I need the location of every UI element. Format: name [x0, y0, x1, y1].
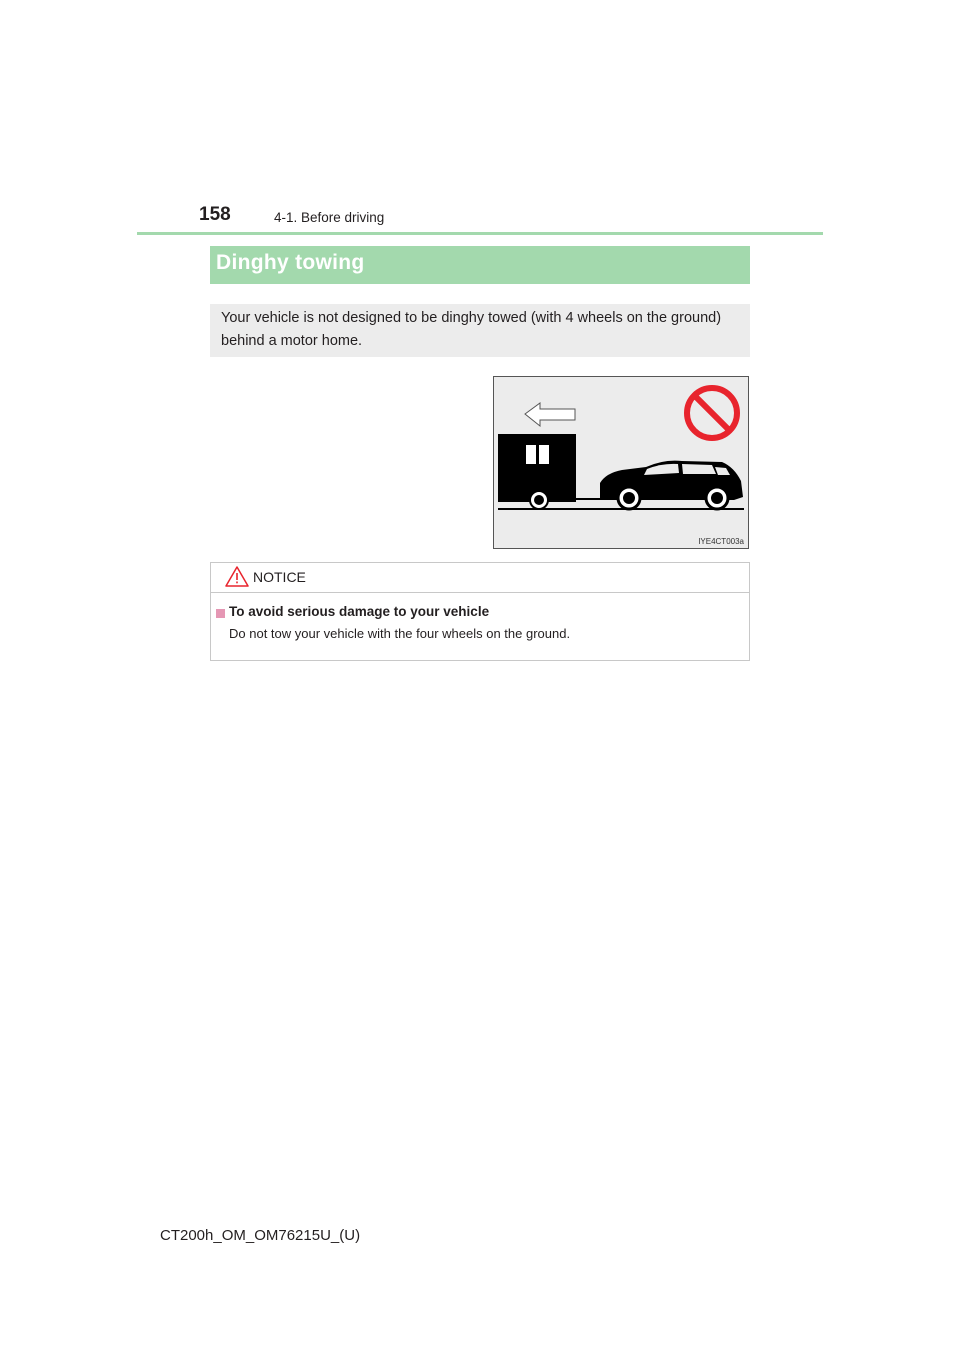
dinghy-towing-illustration — [493, 376, 749, 549]
bullet-square-icon — [216, 609, 225, 618]
notice-box — [210, 562, 750, 661]
notice-label: NOTICE — [253, 569, 306, 585]
header-rule — [137, 232, 823, 235]
page-title: Dinghy towing — [216, 251, 365, 274]
section-label: 4-1. Before driving — [274, 210, 385, 225]
footer-code: CT200h_OM_OM76215U_(U) — [160, 1227, 361, 1244]
prohibition-icon — [687, 388, 737, 438]
notice-body: Do not tow your vehicle with the four wheels on the ground. — [229, 626, 571, 641]
title-bar — [210, 246, 750, 284]
car-icon — [600, 461, 743, 509]
warning-triangle-icon — [225, 566, 249, 587]
notice-header — [211, 563, 749, 593]
page-number: 158 — [199, 204, 231, 225]
notice-heading: To avoid serious damage to your vehicle — [229, 604, 490, 619]
intro-box — [210, 304, 750, 357]
arrow-left-icon — [525, 403, 575, 426]
intro-text: Your vehicle is not designed to be dinghy towed (with 4 wheels on the ground) behind a motor home. — [221, 310, 722, 349]
motor-home-icon — [498, 434, 602, 509]
figure-code: IYE4CT003a — [698, 537, 744, 546]
illustration-svg — [494, 377, 748, 548]
